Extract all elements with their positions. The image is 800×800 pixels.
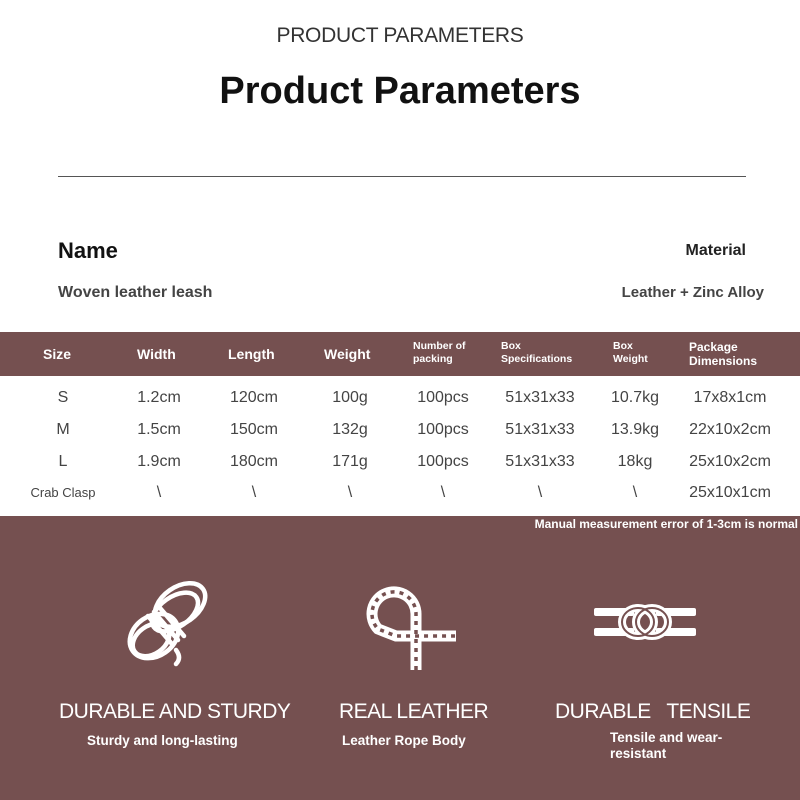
feature-subtitle-1: Sturdy and long-lasting [87, 733, 238, 748]
table-cell: 180cm [229, 453, 279, 470]
header-number-of-packing: Number of packing [413, 340, 466, 365]
table-cell: 150cm [229, 421, 279, 438]
feature-subtitle-2: Leather Rope Body [342, 733, 466, 748]
table-cell: 51x31x33 [505, 421, 575, 438]
table-cell: 1.9cm [137, 453, 181, 470]
table-cell: 25x10x2cm [689, 453, 771, 470]
table-cell: 13.9kg [610, 421, 660, 438]
header-box-specifications: Box Specifications [501, 340, 573, 365]
page-subtitle: PRODUCT PARAMETERS [276, 24, 524, 47]
header-length: Length [228, 346, 275, 362]
table-cell: \ [156, 484, 162, 501]
table-cell: \ [537, 484, 543, 501]
table-cell: Crab Clasp [30, 485, 96, 500]
table-cell: 17x8x1cm [693, 389, 767, 406]
table-cell: 51x31x33 [505, 453, 575, 470]
table-cell: L [58, 453, 68, 470]
table-cell: 100pcs [417, 389, 469, 406]
table-cell: 120cm [229, 389, 279, 406]
table-cell: \ [440, 484, 446, 501]
table-cell: S [57, 389, 69, 406]
table-cell: 1.2cm [137, 389, 181, 406]
table-cell: 132g [332, 421, 368, 438]
feature-title-1: DURABLE AND STURDY [59, 700, 291, 723]
square-knot-icon [592, 596, 698, 652]
table-header [0, 332, 800, 376]
header-size: Size [43, 346, 72, 362]
name-value: Woven leather leash [58, 284, 213, 301]
table-cell: 100pcs [417, 453, 469, 470]
page-title: Product Parameters [219, 70, 581, 112]
material-value: Leather + Zinc Alloy [621, 284, 764, 301]
table-cell: 171g [332, 453, 368, 470]
feature-title-3: DURABLE TENSILE [555, 700, 751, 723]
table-cell: \ [347, 484, 353, 501]
table-cell: \ [632, 484, 638, 501]
feature-title-2: REAL LEATHER [339, 700, 489, 723]
table-cell: 10.7kg [610, 389, 660, 406]
table-cell: 25x10x1cm [689, 484, 771, 501]
leather-strap-icon [358, 574, 462, 674]
rope-coil-icon [118, 570, 218, 670]
header-weight: Weight [324, 346, 371, 362]
table-cell: \ [251, 484, 257, 501]
name-label: Name [58, 238, 118, 263]
table-cell: M [56, 421, 70, 438]
table-cell: 22x10x2cm [689, 421, 771, 438]
header-width: Width [137, 346, 176, 362]
divider [58, 176, 746, 177]
table-cell: 18kg [617, 453, 653, 470]
material-label: Material [685, 242, 746, 259]
header-package-dimensions: Package Dimensions [689, 340, 758, 368]
measurement-note: Manual measurement error of 1-3cm is normal [534, 517, 798, 531]
header-box-weight: Box Weight [613, 340, 648, 365]
table-cell: 100g [332, 389, 368, 406]
feature-subtitle-3: Tensile and wear-resistant [610, 730, 723, 761]
table-cell: 100pcs [417, 421, 469, 438]
table-cell: 51x31x33 [505, 389, 575, 406]
table-cell: 1.5cm [137, 421, 181, 438]
